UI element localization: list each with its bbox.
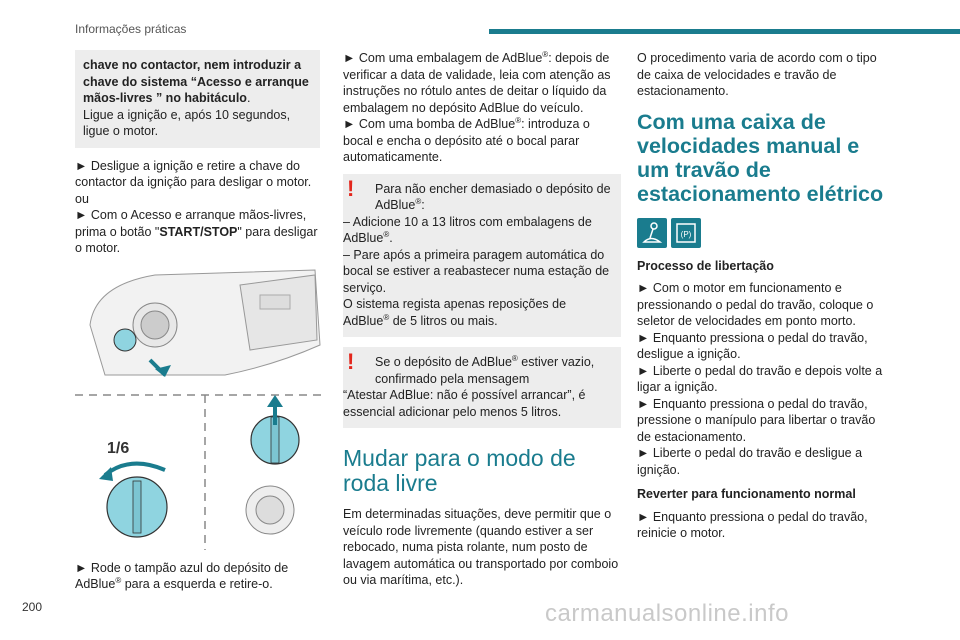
- warning-icon: !: [347, 349, 355, 374]
- svg-text:(P): (P): [680, 229, 692, 239]
- watermark: carmanualsonline.info: [545, 600, 789, 627]
- warning-box-overfill: ! Para não encher demasiado o depósito de AdBlue®: – Adicione 10 a 13 litros com embalagens de AdBlue®. – Pare após a primeira paragem automática do bocal se estiver a reabastecer numa estação de serviço. O sistema regista apenas reposições de AdBlue® de 5 litros ou mais.: [343, 174, 621, 338]
- release-steps: ► Com o motor em funcionamento e pressionando o pedal do travão, coloque o seletor de velocidades em ponto morto. ► Enquanto pressiona o pedal do travão, desligue a ignição. ► Liberte o pedal do travão e depois volte a ligar a ignição. ► Enquanto pressiona o pedal do travão, pressione o manípulo para libertar o travão de estacionamento. ► Liberte o pedal do travão e desligue a ignição.: [637, 281, 883, 477]
- subheading-revert: Reverter para funcionamento normal: [637, 487, 856, 501]
- column-2: [343, 50, 621, 597]
- step-remove-cap: ► Rode o tampão azul do depósito de AdBlue® para a esquerda e retire-o.: [75, 560, 289, 591]
- revert-steps: ► Enquanto pressiona o pedal do travão, reinicie o motor.: [637, 509, 868, 540]
- gear-lever-icon: [637, 218, 667, 248]
- section-heading-freewheel: Mudar para o modo de roda livre: [343, 445, 576, 496]
- column-3: [637, 50, 892, 550]
- box-text: Ligue a ignição e, após 10 segundos, ligue o motor.: [83, 107, 291, 138]
- subheading-release: Processo de libertação: [637, 258, 774, 273]
- icon-row: [637, 218, 892, 248]
- step-switch-off: ► Desligue a ignição e retire a chave do contactor da ignição para desligar o motor. ou ► Com o Acesso e arranque mãos-livres, prima o botão "START/STOP" para desligar o motor.: [75, 158, 318, 255]
- column-1: [75, 50, 320, 601]
- freewheel-intro: Em determinadas situações, deve permitir que o veículo rode livremente (quando estiver a ser rebocado, numa pista rolante, num posto de lavagem automática ou transportado por comboio ou via marítima, etc.).: [343, 507, 619, 587]
- box-bold-text: chave no contactor, nem introduzir a chave do sistema “Acesso e arranque mãos-livres ” no habitáculo: [83, 58, 309, 105]
- section-heading-manual: Com uma caixa de velocidades manual e um travão de estacionamento elétrico: [637, 109, 884, 206]
- figure-label: 1/6: [107, 439, 130, 457]
- info-box: chave no contactor, nem introduzir a chave do sistema “Acesso e arranque mãos-livres ” no habitáculo. Ligue a ignição e, após 10 segundos, ligue o motor.: [75, 50, 320, 148]
- warning-icon: !: [347, 175, 355, 201]
- page-number: 200: [22, 600, 43, 614]
- header-accent-bar: [489, 29, 960, 34]
- parking-brake-icon: [671, 218, 701, 248]
- warning-box-empty: ! Se o depósito de AdBlue® estiver vazio, confirmado pela mensagem “Atestar AdBlue: não é possível arrancar”, é essencial adicionar pelo menos 5 litros.: [343, 347, 621, 428]
- header-title: Informações práticas: [75, 22, 187, 36]
- adblue-cap-illustration: [75, 265, 325, 550]
- procedure-intro: O procedimento varia de acordo com o tipo de caixa de velocidades e travão de estacionamento.: [637, 51, 877, 98]
- step-container: ► Com uma embalagem de AdBlue®: depois de verificar a data de validade, leia com atenção as instruções no rótulo antes de deitar o líquido da embalagem no depósito AdBlue do veículo. ► Com uma bomba de AdBlue®: introduza o bocal e encha o depósito até o bocal parar automaticamente.: [343, 49, 611, 164]
